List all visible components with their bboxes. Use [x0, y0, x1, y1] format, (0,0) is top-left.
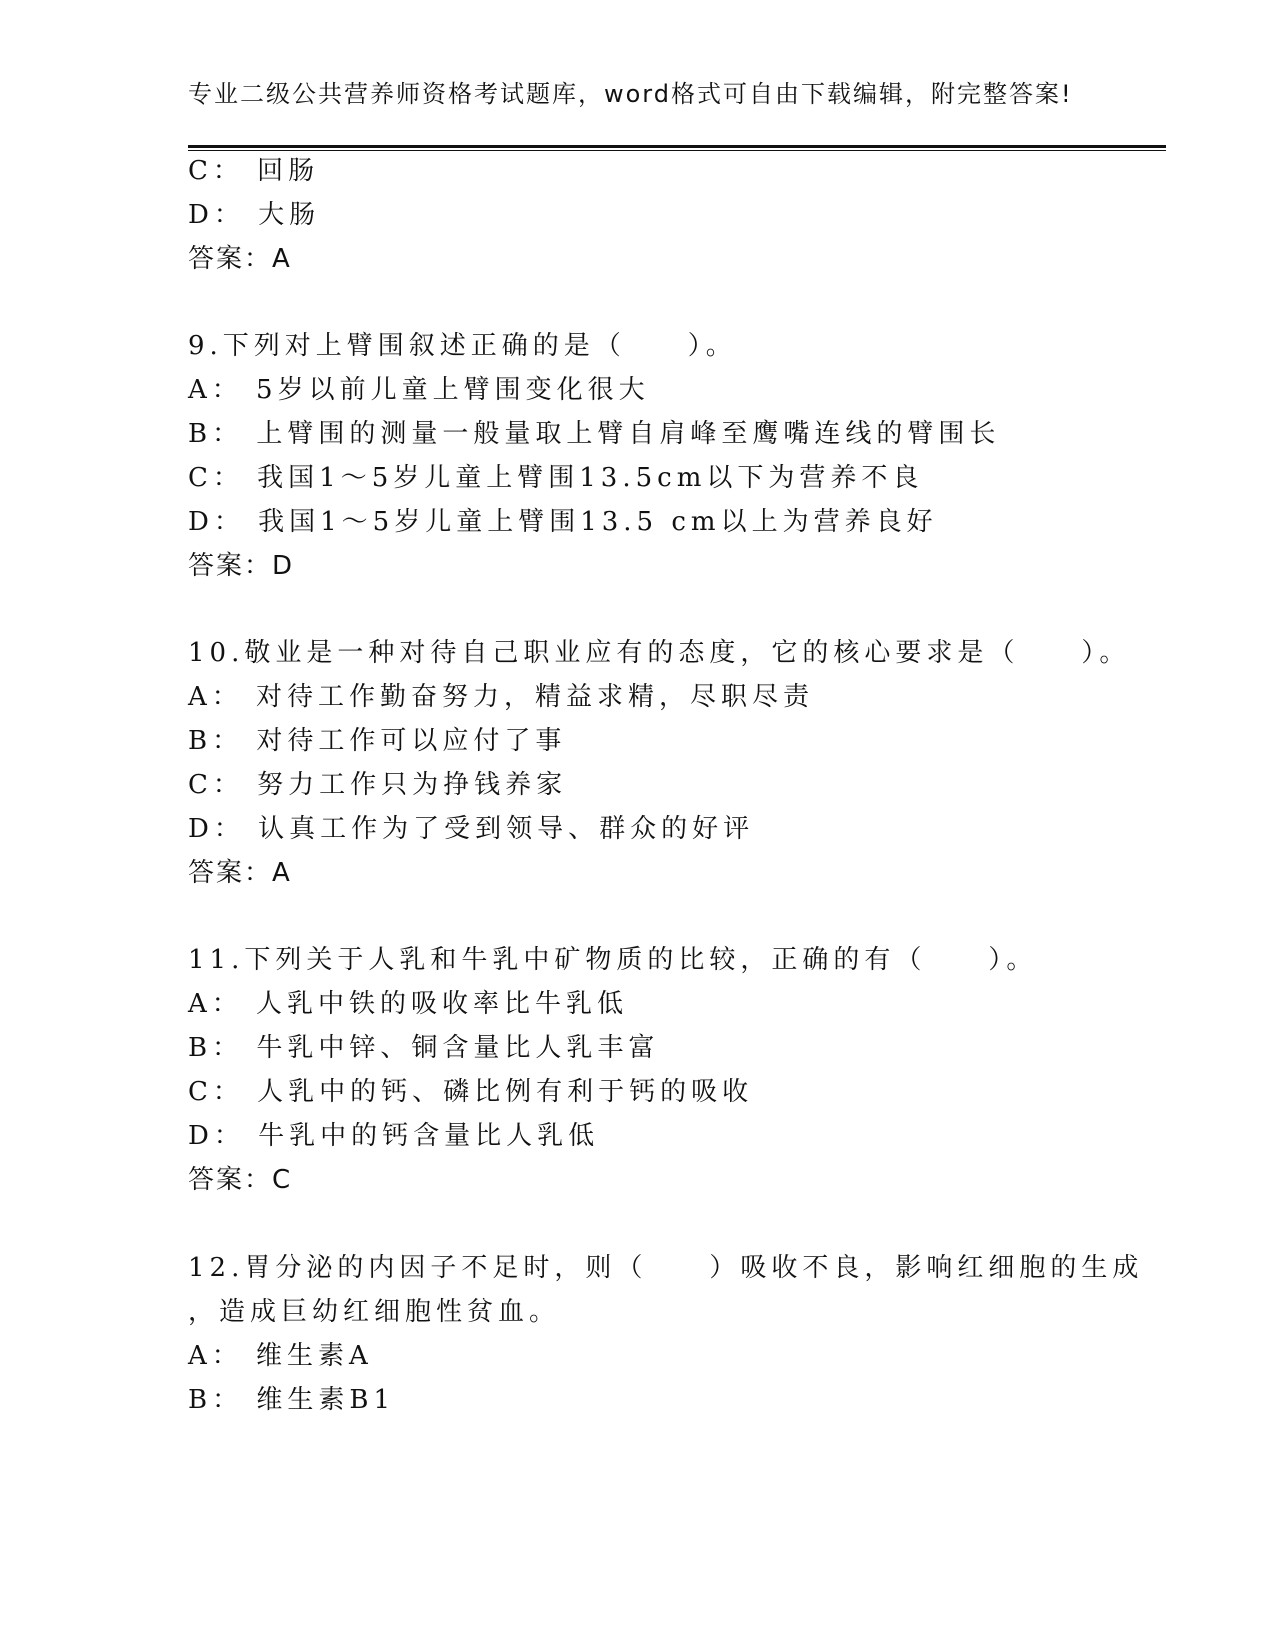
- q11-option-c: C： 人乳中的钙、磷比例有利于钙的吸收: [188, 1077, 754, 1107]
- q8-option-d: D： 大肠: [188, 200, 321, 230]
- q11-stem: 11.下列关于人乳和牛乳中矿物质的比较，正确的有（ ）。: [188, 945, 1038, 975]
- q9-option-a: A： 5岁以前儿童上臂围变化很大: [188, 375, 650, 405]
- q10-stem: 10.敬业是一种对待自己职业应有的态度，它的核心要求是（ ）。: [188, 638, 1131, 668]
- header-divider-thin: [188, 150, 1166, 151]
- q9-option-b: B： 上臂围的测量一般量取上臂自肩峰至鹰嘴连线的臂围长: [188, 419, 1001, 449]
- header-divider-thick: [188, 145, 1166, 148]
- q10-option-b: B： 对待工作可以应付了事: [188, 726, 567, 756]
- page-header: 专业二级公共营养师资格考试题库，word格式可自由下载编辑，附完整答案!: [188, 80, 1073, 108]
- q9-option-c: C： 我国1～5岁儿童上臂围13.5cm以下为营养不良: [188, 463, 924, 493]
- q8-option-c: C： 回肠: [188, 156, 320, 186]
- q11-option-d: D： 牛乳中的钙含量比人乳低: [188, 1121, 600, 1151]
- q10-answer: 答案：A: [188, 858, 292, 888]
- q11-option-a: A： 人乳中铁的吸收率比牛乳低: [188, 989, 629, 1019]
- q9-option-d: D： 我国1～5岁儿童上臂围13.5 cm以上为营养良好: [188, 507, 938, 537]
- q10-option-c: C： 努力工作只为挣钱养家: [188, 770, 568, 800]
- q12-stem-line1: 12.胃分泌的内因子不足时，则（ ）吸收不良，影响红细胞的生成: [188, 1253, 1144, 1283]
- q9-answer: 答案：D: [188, 551, 295, 581]
- q8-answer: 答案：A: [188, 244, 292, 274]
- q11-answer: 答案：C: [188, 1165, 293, 1195]
- q9-stem: 9.下列对上臂围叙述正确的是（ ）。: [188, 331, 737, 361]
- q12-option-b: B： 维生素B1: [188, 1385, 396, 1415]
- q10-option-d: D： 认真工作为了受到领导、群众的好评: [188, 814, 755, 844]
- q11-option-b: B： 牛乳中锌、铜含量比人乳丰富: [188, 1033, 660, 1063]
- q10-option-a: A： 对待工作勤奋努力，精益求精，尽职尽责: [188, 682, 815, 712]
- q12-option-a: A： 维生素A: [188, 1341, 373, 1371]
- q12-stem-line2: ，造成巨幼红细胞性贫血。: [188, 1297, 561, 1327]
